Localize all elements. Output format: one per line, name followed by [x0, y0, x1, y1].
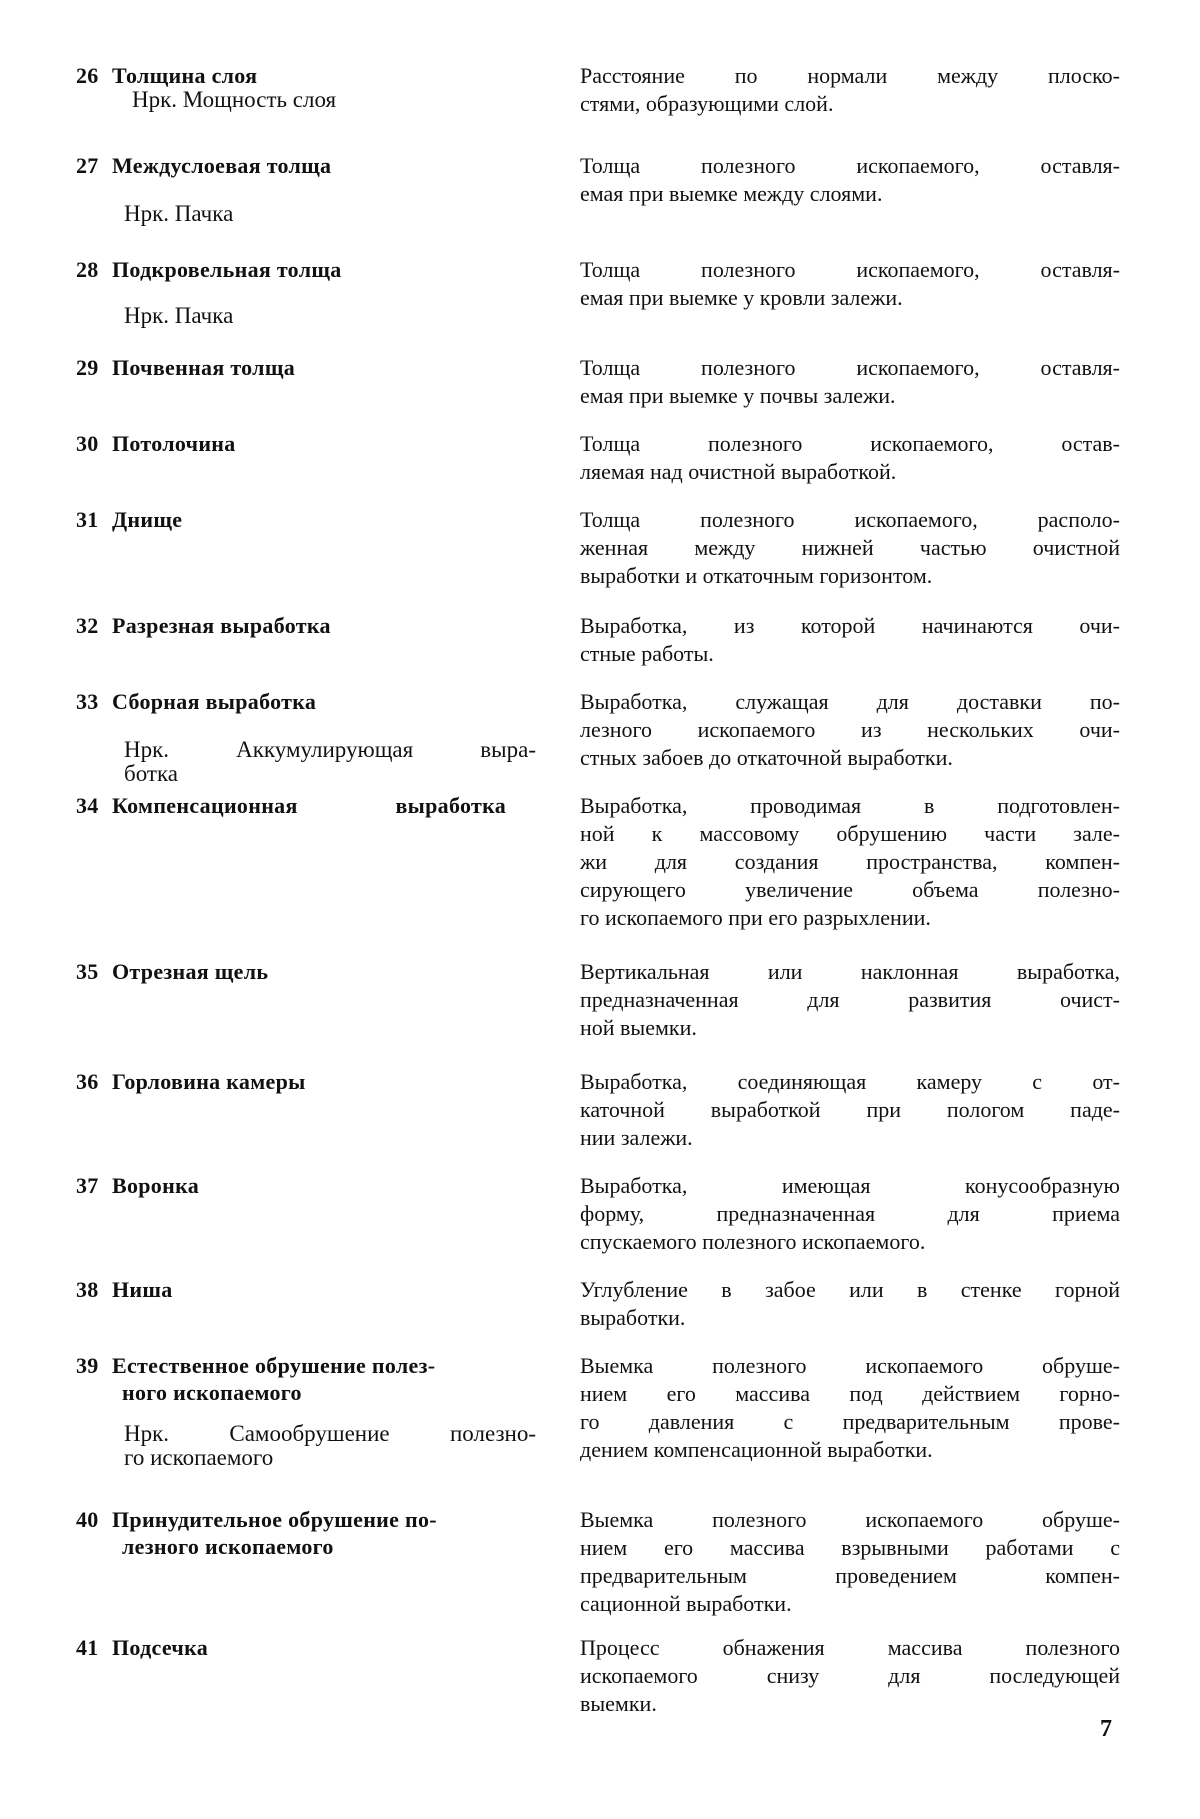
definition: [580, 688, 1120, 772]
term-line: [76, 152, 536, 179]
definition-line: женная между нижней частью очистной: [580, 534, 1120, 562]
definition: [580, 958, 1120, 1042]
definition: [580, 1276, 1120, 1332]
term-number: 34: [76, 792, 112, 819]
term-number: 32: [76, 612, 112, 639]
term-line: [76, 1068, 536, 1095]
term-text: Воронка: [112, 1173, 199, 1198]
synonym-line: Нрк. Аккумулирующая выра-: [124, 738, 536, 762]
definition: [580, 612, 1120, 668]
definition: [580, 256, 1120, 312]
term-heading: [76, 958, 536, 985]
definition-line: ной к массовому обрушению части зале-: [580, 820, 1120, 848]
term-number: 40: [76, 1506, 112, 1533]
definition-line: Выемка полезного ископаемого обруше-: [580, 1506, 1120, 1534]
term-heading: [76, 430, 536, 457]
definition-line: нием его массива под действием горно-: [580, 1380, 1120, 1408]
term-text: Толщина слоя: [112, 63, 257, 88]
term-text: ного ископаемого: [122, 1380, 302, 1405]
definition-line: Выемка полезного ископаемого обруше-: [580, 1352, 1120, 1380]
synonym-line: Нрк. Самообрушение полезно-: [124, 1422, 536, 1446]
synonym-line: го ископаемого: [124, 1446, 536, 1470]
non-recommended-synonym: [124, 1422, 536, 1470]
definition-line: выработки.: [580, 1304, 1120, 1332]
term-number: 26: [76, 62, 112, 89]
term-line: [76, 792, 536, 819]
non-recommended-synonym: [124, 738, 536, 786]
term-text: Потолочина: [112, 431, 236, 456]
definition-line: емая при выемке у кровли залежи.: [580, 284, 1120, 312]
definition: [580, 1634, 1120, 1718]
definition-line: предназначенная для развития очист-: [580, 986, 1120, 1014]
term-heading: [76, 1172, 536, 1199]
term-line: [76, 506, 536, 533]
definition: [580, 1506, 1120, 1618]
term-heading: [76, 152, 536, 179]
term-line: [76, 354, 536, 381]
definition: [580, 152, 1120, 208]
term-line: [76, 1379, 536, 1406]
term-line: [76, 612, 536, 639]
definition-line: емая при выемке у почвы залежи.: [580, 382, 1120, 410]
definition-line: дением компенсационной выработки.: [580, 1436, 1120, 1464]
term-heading: [76, 62, 536, 89]
non-recommended-synonym: [124, 202, 536, 226]
term-number: 30: [76, 430, 112, 457]
term-text: Горловина камеры: [112, 1069, 306, 1094]
term-line: [76, 1506, 536, 1533]
definition-line: Расстояние по нормали между плоско-: [580, 62, 1120, 90]
definition: [580, 1172, 1120, 1256]
term-number: 37: [76, 1172, 112, 1199]
definition-line: форму, предназначенная для приема: [580, 1200, 1120, 1228]
definition: [580, 1068, 1120, 1152]
term-number: 33: [76, 688, 112, 715]
page-number: 7: [1100, 1716, 1112, 1743]
term-number: 41: [76, 1634, 112, 1661]
definition: [580, 1352, 1120, 1464]
term-text: Естественное обрушение полез-: [112, 1353, 435, 1378]
definition-line: ископаемого снизу для последующей: [580, 1662, 1120, 1690]
term-heading: [76, 1506, 536, 1560]
term-heading: [76, 1276, 536, 1303]
term-text: Почвенная толща: [112, 355, 295, 380]
definition-line: сационной выработки.: [580, 1590, 1120, 1618]
term-text: Подкровельная толща: [112, 257, 342, 282]
term-line: [76, 1276, 536, 1303]
definition-line: лезного ископаемого из нескольких очи-: [580, 716, 1120, 744]
definition-line: го давления с предварительным прове-: [580, 1408, 1120, 1436]
definition-line: сирующего увеличение объема полезно-: [580, 876, 1120, 904]
non-recommended-synonym: [132, 88, 544, 112]
definition-line: стями, образующими слой.: [580, 90, 1120, 118]
term-line: [76, 1634, 536, 1661]
definition-line: Углубление в забое или в стенке горной: [580, 1276, 1120, 1304]
definition: [580, 62, 1120, 118]
term-text: лезного ископаемого: [122, 1534, 334, 1559]
synonym-line: Нрк. Пачка: [124, 202, 536, 226]
definition-line: нием его массива взрывными работами с: [580, 1534, 1120, 1562]
definition-line: го ископаемого при его разрыхлении.: [580, 904, 1120, 932]
term-text: Разрезная выработка: [112, 613, 331, 638]
term-number: 39: [76, 1352, 112, 1379]
definition-line: Толща полезного ископаемого, оставля-: [580, 354, 1120, 382]
definition-line: Толща полезного ископаемого, оставля-: [580, 256, 1120, 284]
definition-line: выемки.: [580, 1690, 1120, 1718]
term-heading: [76, 1068, 536, 1095]
definition: [580, 506, 1120, 590]
definition-line: Выработка, проводимая в подготовлен-: [580, 792, 1120, 820]
term-heading: [76, 612, 536, 639]
definition-line: Выработка, служащая для доставки по-: [580, 688, 1120, 716]
definition-line: Процесс обнажения массива полезного: [580, 1634, 1120, 1662]
term-text: Подсечка: [112, 1635, 208, 1660]
definition-line: ной выемки.: [580, 1014, 1120, 1042]
term-text: Отрезная щель: [112, 959, 268, 984]
term-heading: [76, 688, 536, 715]
term-heading: [76, 1634, 536, 1661]
definition-line: Выработка, из которой начинаются очи-: [580, 612, 1120, 640]
term-heading: [76, 506, 536, 533]
term-heading: [76, 1352, 536, 1406]
term-line: [76, 1533, 536, 1560]
term-line: [76, 62, 536, 89]
synonym-line: Нрк. Мощность слоя: [132, 88, 544, 112]
term-line: [76, 958, 536, 985]
term-number: 31: [76, 506, 112, 533]
definition-line: Толща полезного ископаемого, остав-: [580, 430, 1120, 458]
term-heading: [76, 354, 536, 381]
definition-line: стных забоев до откаточной выработки.: [580, 744, 1120, 772]
definition-line: Выработка, соединяющая камеру с от-: [580, 1068, 1120, 1096]
definition-line: предварительным проведением компен-: [580, 1562, 1120, 1590]
term-number: 28: [76, 256, 112, 283]
term-line: [76, 430, 536, 457]
term-number: 29: [76, 354, 112, 381]
term-heading: [76, 256, 536, 283]
definition-line: каточной выработкой при пологом паде-: [580, 1096, 1120, 1124]
definition-line: Выработка, имеющая конусообразную: [580, 1172, 1120, 1200]
definition-line: жи для создания пространства, компен-: [580, 848, 1120, 876]
term-text: Ниша: [112, 1277, 173, 1302]
definition-line: емая при выемке между слоями.: [580, 180, 1120, 208]
term-text: Компенсационная выработка: [112, 793, 506, 818]
definition-line: спускаемого полезного ископаемого.: [580, 1228, 1120, 1256]
definition-line: Толща полезного ископаемого, располо-: [580, 506, 1120, 534]
synonym-line: ботка: [124, 762, 536, 786]
definition: [580, 430, 1120, 486]
definition-line: ляемая над очистной выработкой.: [580, 458, 1120, 486]
term-text: Сборная выработка: [112, 689, 316, 714]
definition-line: выработки и откаточным горизонтом.: [580, 562, 1120, 590]
term-line: [76, 1352, 536, 1379]
term-text: Принудительное обрушение по-: [112, 1507, 437, 1532]
term-number: 35: [76, 958, 112, 985]
term-heading: [76, 792, 536, 819]
non-recommended-synonym: [124, 304, 536, 328]
term-line: [76, 256, 536, 283]
term-number: 36: [76, 1068, 112, 1095]
definition: [580, 354, 1120, 410]
definition-line: Толща полезного ископаемого, оставля-: [580, 152, 1120, 180]
definition: [580, 792, 1120, 932]
definition-line: Вертикальная или наклонная выработка,: [580, 958, 1120, 986]
term-number: 38: [76, 1276, 112, 1303]
term-text: Днище: [112, 507, 182, 532]
term-number: 27: [76, 152, 112, 179]
term-line: [76, 688, 536, 715]
term-line: [76, 1172, 536, 1199]
definition-line: стные работы.: [580, 640, 1120, 668]
term-text: Междуслоевая толща: [112, 153, 331, 178]
definition-line: нии залежи.: [580, 1124, 1120, 1152]
synonym-line: Нрк. Пачка: [124, 304, 536, 328]
